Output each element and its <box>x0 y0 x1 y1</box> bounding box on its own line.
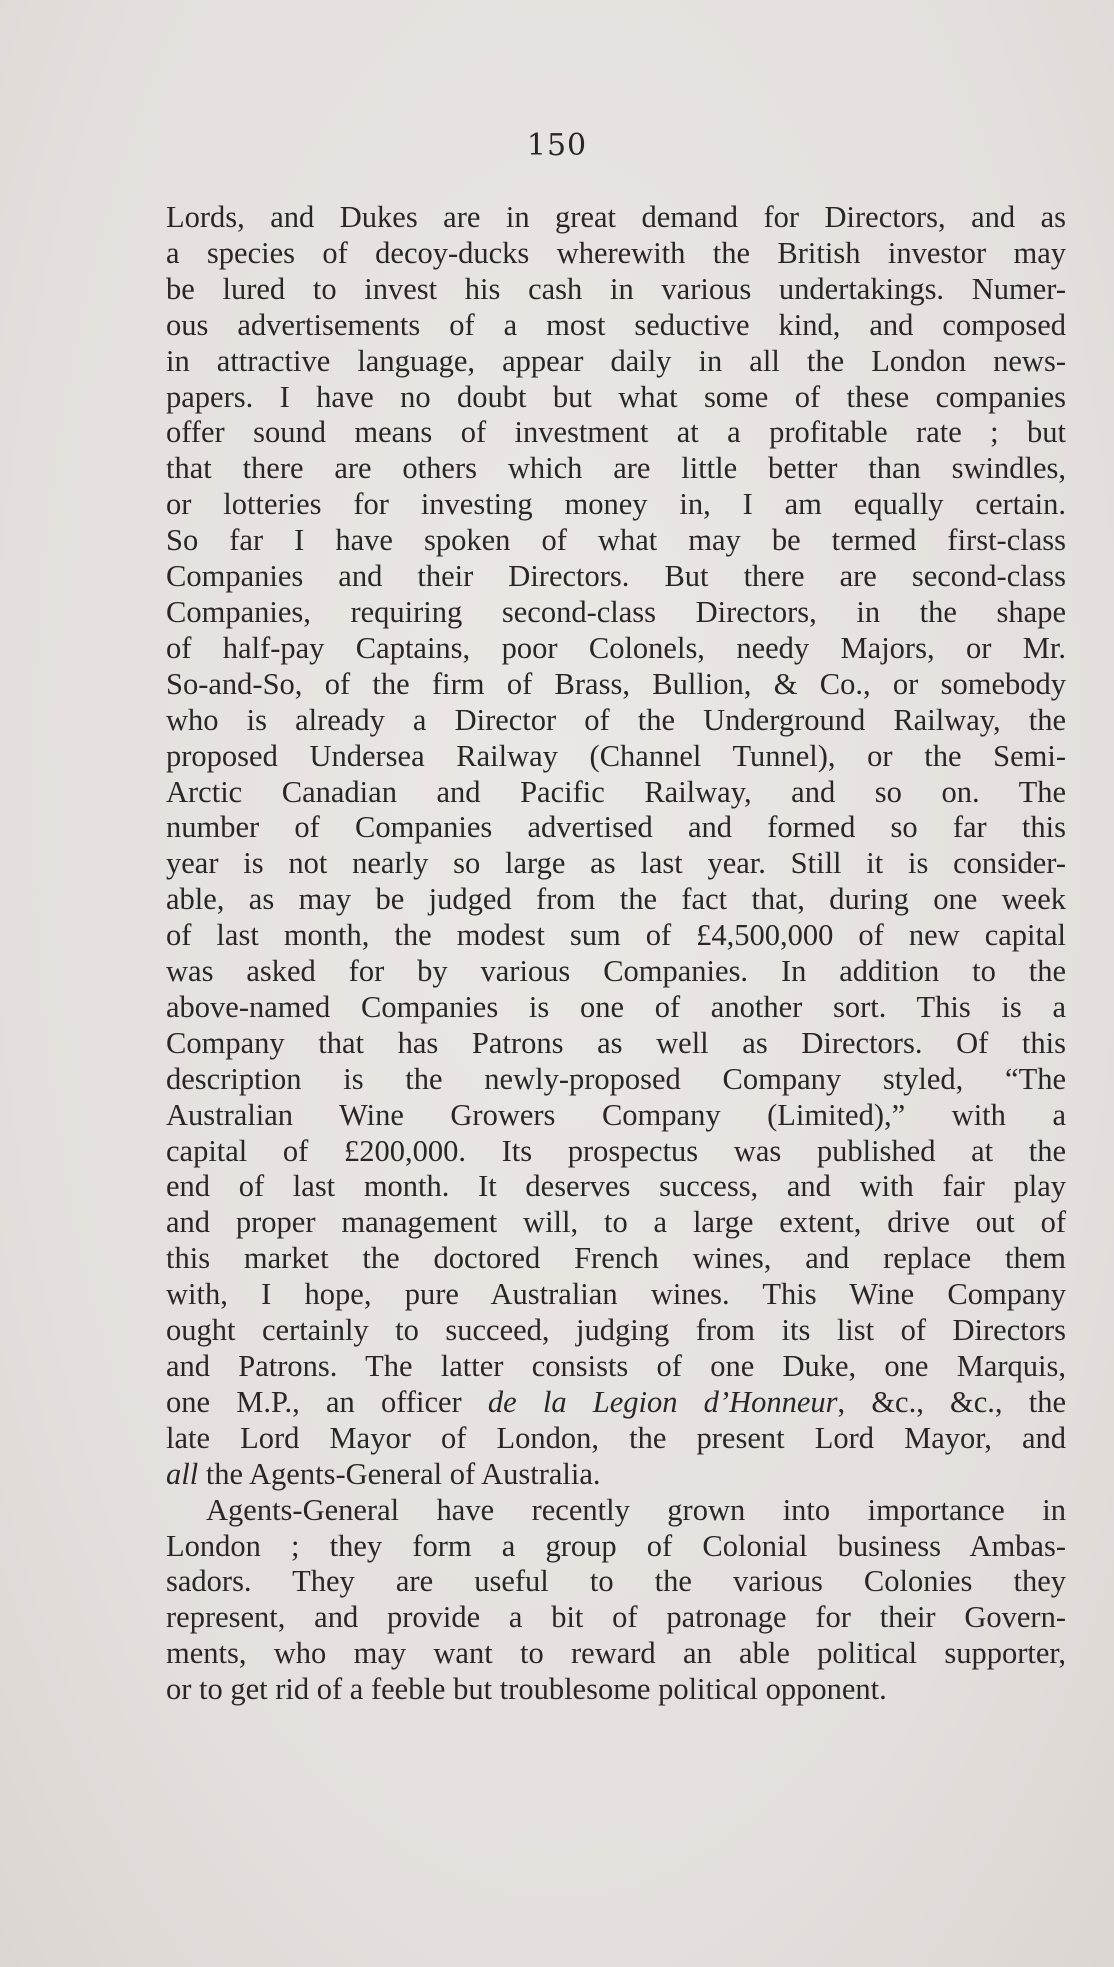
text-line <box>166 1672 1066 1708</box>
text-line <box>166 631 1066 667</box>
text-segment: with, I hope, pure Australian wines. This Wine Company <box>166 1277 1066 1312</box>
text-segment: who is already a Director of the Underground Railway, the <box>166 702 1066 737</box>
text-line <box>166 703 1066 739</box>
text-line <box>166 739 1066 775</box>
text-line <box>166 918 1066 954</box>
text-segment: So far I have spoken of what may be termed first-class <box>166 523 1066 558</box>
body-text <box>166 200 1066 1708</box>
text-line <box>166 415 1066 451</box>
text-line <box>166 272 1066 308</box>
text-segment: Companies, requiring second-class Directors, in the shape <box>166 594 1066 629</box>
text-segment: , &c., &c., the <box>837 1384 1066 1419</box>
text-segment: offer sound means of investment at a profitable rate ; but <box>166 415 1066 450</box>
text-segment: Company that has Patrons as well as Directors. Of this <box>166 1025 1066 1060</box>
text-segment: description is the newly-proposed Company styled, “The <box>166 1061 1066 1096</box>
text-line <box>166 1134 1066 1170</box>
text-segment: above-named Companies is one of another sort. This is a <box>166 989 1066 1024</box>
text-line <box>166 487 1066 523</box>
text-line <box>166 451 1066 487</box>
text-segment: Arctic Canadian and Pacific Railway, and so on. The <box>166 774 1066 809</box>
text-line <box>166 846 1066 882</box>
text-segment: proposed Undersea Railway (Channel Tunnel), or the Semi- <box>166 738 1066 773</box>
text-line <box>166 1349 1066 1385</box>
text-segment: year is not nearly so large as last year. Still it is consider- <box>166 846 1066 881</box>
page-number: 150 <box>526 128 588 163</box>
text-line <box>166 308 1066 344</box>
text-segment: able, as may be judged from the fact that, during one week <box>166 882 1066 917</box>
italic-text: de la Legion d’Honneur <box>487 1384 838 1419</box>
italic-text: all <box>166 1456 199 1491</box>
text-line <box>166 810 1066 846</box>
text-line <box>166 882 1066 918</box>
text-segment: number of Companies advertised and formed so far this <box>166 810 1066 845</box>
text-line <box>166 1385 1066 1421</box>
text-segment: of half-pay Captains, poor Colonels, needy Majors, or Mr. <box>166 630 1066 665</box>
text-segment: one M.P., an officer <box>166 1384 488 1419</box>
text-segment: the Agents-General of Australia. <box>198 1456 601 1491</box>
text-line <box>166 1529 1066 1565</box>
text-line <box>166 1098 1066 1134</box>
text-line <box>166 1241 1066 1277</box>
text-line <box>166 236 1066 272</box>
text-segment: be lured to invest his cash in various undertakings. Numer- <box>166 271 1066 306</box>
text-segment: that there are others which are little better than swindles, <box>166 451 1066 486</box>
text-segment: So-and-So, of the firm of Brass, Bullion, & Co., or somebody <box>166 666 1066 701</box>
text-segment: ous advertisements of a most seductive kind, and composed <box>166 307 1066 342</box>
text-line <box>166 1493 1066 1529</box>
text-line <box>166 667 1066 703</box>
text-line <box>166 990 1066 1026</box>
text-segment: and proper management will, to a large extent, drive out of <box>166 1205 1066 1240</box>
text-line <box>166 1600 1066 1636</box>
text-segment: Australian Wine Growers Company (Limited),” with a <box>166 1097 1066 1132</box>
text-line <box>166 1564 1066 1600</box>
text-line <box>166 775 1066 811</box>
text-segment: papers. I have no doubt but what some of these companies <box>166 379 1066 414</box>
text-segment: and Patrons. The latter consists of one Duke, one Marquis, <box>166 1349 1066 1383</box>
text-line <box>166 1062 1066 1098</box>
text-line <box>166 200 1066 236</box>
text-line <box>166 1636 1066 1672</box>
text-line <box>166 1169 1066 1205</box>
text-line <box>166 523 1066 559</box>
text-line <box>166 1421 1066 1457</box>
text-segment: ought certainly to succeed, judging from its list of Directors <box>166 1313 1066 1348</box>
text-segment: Lords, and Dukes are in great demand for Directors, and as <box>166 200 1066 234</box>
text-line <box>166 1457 1066 1493</box>
text-segment: ments, who may want to reward an able political supporter, <box>166 1636 1066 1671</box>
text-line <box>166 1026 1066 1062</box>
text-segment: sadors. They are useful to the various Colonies they <box>166 1564 1066 1599</box>
text-segment: Agents-General have recently grown into importance in <box>206 1492 1066 1527</box>
text-segment: or to get rid of a feeble but troublesome political opponent. <box>166 1672 887 1707</box>
text-segment: or lotteries for investing money in, I am equally certain. <box>166 487 1066 522</box>
text-segment: Companies and their Directors. But there are second-class <box>166 559 1066 594</box>
text-line <box>166 559 1066 595</box>
text-segment: was asked for by various Companies. In addition to the <box>166 954 1066 989</box>
text-segment: capital of £200,000. Its prospectus was published at the <box>166 1133 1066 1168</box>
text-segment: this market the doctored French wines, and replace them <box>166 1241 1066 1276</box>
text-segment: end of last month. It deserves success, and with fair play <box>166 1169 1066 1204</box>
text-line <box>166 1277 1066 1313</box>
text-segment: a species of decoy-ducks wherewith the British investor may <box>166 235 1066 270</box>
text-line <box>166 595 1066 631</box>
text-line <box>166 1313 1066 1349</box>
text-line <box>166 380 1066 416</box>
text-line <box>166 1205 1066 1241</box>
text-line <box>166 954 1066 990</box>
text-segment: of last month, the modest sum of £4,500,000 of new capital <box>166 918 1066 953</box>
text-segment: represent, and provide a bit of patronage for their Govern- <box>166 1600 1066 1635</box>
text-line <box>166 344 1066 380</box>
text-segment: late Lord Mayor of London, the present Lord Mayor, and <box>166 1420 1066 1455</box>
text-segment: London ; they form a group of Colonial business Ambas- <box>166 1528 1066 1563</box>
text-segment: in attractive language, appear daily in all the London news- <box>166 343 1066 378</box>
